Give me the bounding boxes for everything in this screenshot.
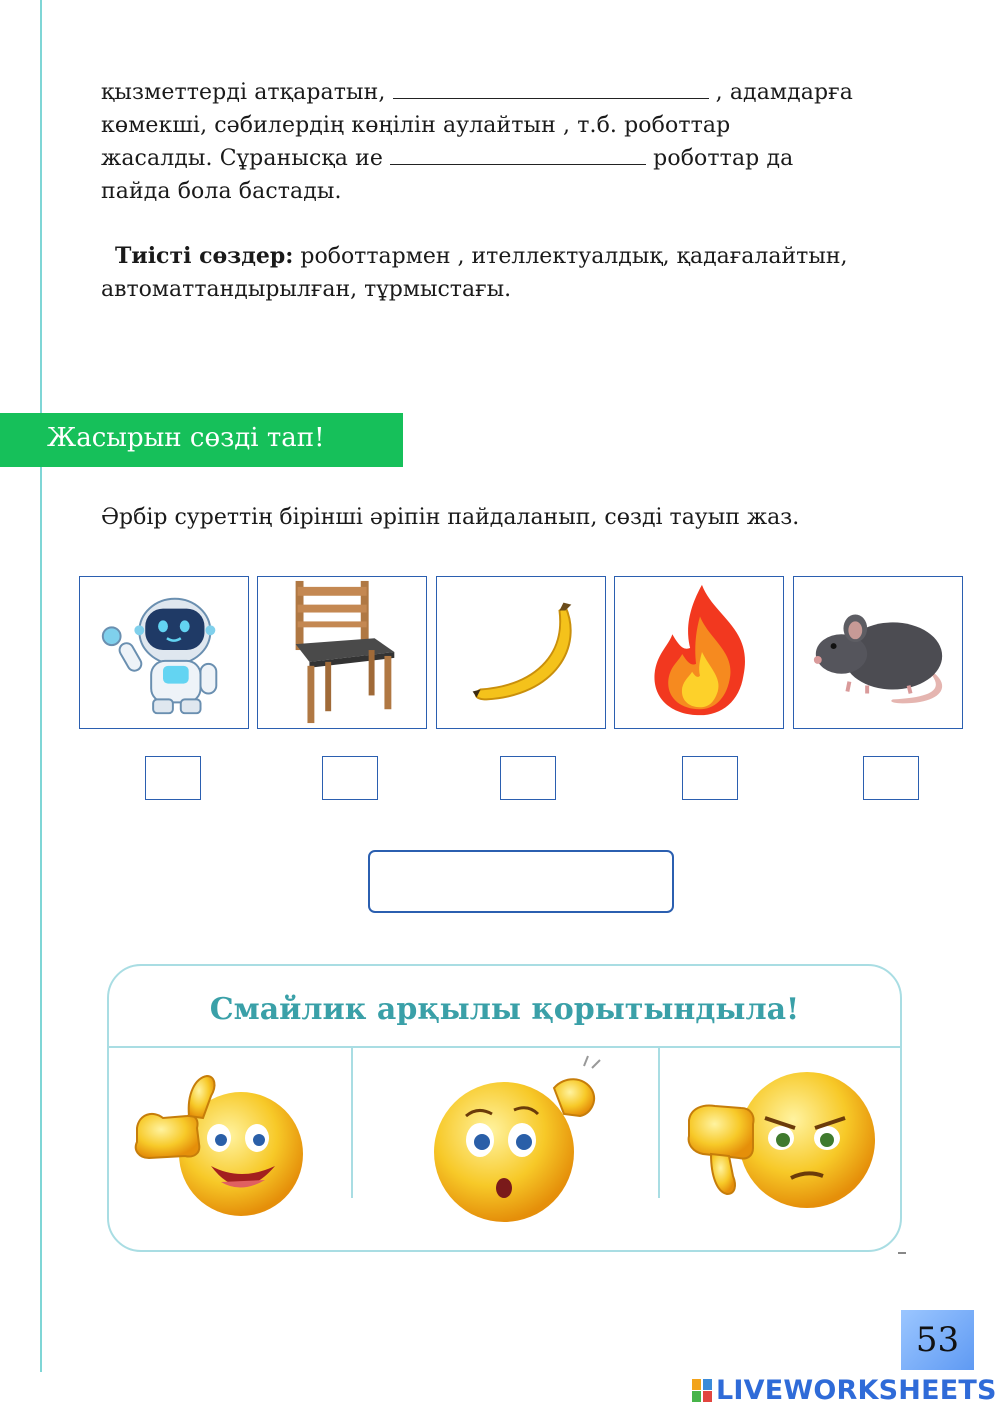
instruction-text: Әрбір суреттің бірінші әріпін пайдаланып, сөзді тауып жаз. — [101, 505, 800, 530]
fire-icon — [615, 577, 783, 728]
letter-input-2[interactable] — [322, 756, 378, 800]
chair-icon — [258, 577, 426, 728]
liveworksheets-mark-icon — [692, 1377, 714, 1403]
thumbs-up-smiley-icon[interactable] — [119, 1054, 319, 1224]
page-margin-line — [40, 0, 42, 1372]
robot-icon — [80, 577, 248, 728]
text-fragment: жасалды. Сұранысқа ие — [101, 146, 391, 171]
fill-in-paragraph — [101, 76, 901, 208]
picture-card-robot — [79, 576, 249, 729]
word-bank — [101, 240, 921, 306]
blank-input-1[interactable] — [393, 76, 709, 99]
word-bank-line-1 — [101, 240, 921, 273]
rat-icon — [794, 577, 962, 728]
section-banner — [0, 413, 403, 467]
blank-input-2[interactable] — [390, 142, 646, 165]
paragraph-line-1 — [101, 76, 901, 109]
paragraph-line-3 — [101, 142, 901, 175]
letter-input-4[interactable] — [682, 756, 738, 800]
picture-card-fire — [614, 576, 784, 729]
letter-input-5[interactable] — [863, 756, 919, 800]
page-number-badge — [901, 1310, 974, 1370]
text-fragment: , адамдарға — [708, 80, 854, 105]
section-title: Жасырын сөзді тап! — [47, 423, 325, 453]
page-number: 53 — [915, 1320, 960, 1360]
paragraph-line-2: көмекші, сәбилердің көңілін аулайтын , т.б. роботтар — [101, 113, 731, 138]
picture-card-banana — [436, 576, 606, 729]
picture-card-rat — [793, 576, 963, 729]
banana-icon — [437, 577, 605, 728]
text-fragment: қызметтерді атқаратын, — [101, 80, 393, 105]
picture-card-chair — [257, 576, 427, 729]
brand-name: LIVEWORKSHEETS — [716, 1374, 997, 1406]
stray-mark — [898, 1252, 906, 1254]
hidden-word-input[interactable] — [368, 850, 674, 913]
word-bank-words: роботтармен , ителлектуалдық, қадағалайтын, — [293, 244, 848, 269]
paragraph-line-4: пайда бола бастады. — [101, 179, 342, 204]
smiley-title: Смайлик арқылы қорытындыла! — [209, 992, 800, 1027]
thumbs-down-smiley-icon[interactable] — [681, 1052, 891, 1227]
text-fragment: роботтар да — [646, 146, 794, 171]
word-bank-label: Тиісті сөздер: — [115, 243, 294, 269]
confused-smiley-icon[interactable] — [414, 1048, 614, 1223]
letter-input-1[interactable] — [145, 756, 201, 800]
smiley-panel — [107, 964, 902, 1252]
word-bank-line-2: автоматтандырылған, тұрмыстағы. — [101, 277, 512, 302]
letter-input-3[interactable] — [500, 756, 556, 800]
liveworksheets-logo — [692, 1373, 997, 1407]
panel-divider — [351, 1048, 353, 1198]
panel-divider — [658, 1048, 660, 1198]
